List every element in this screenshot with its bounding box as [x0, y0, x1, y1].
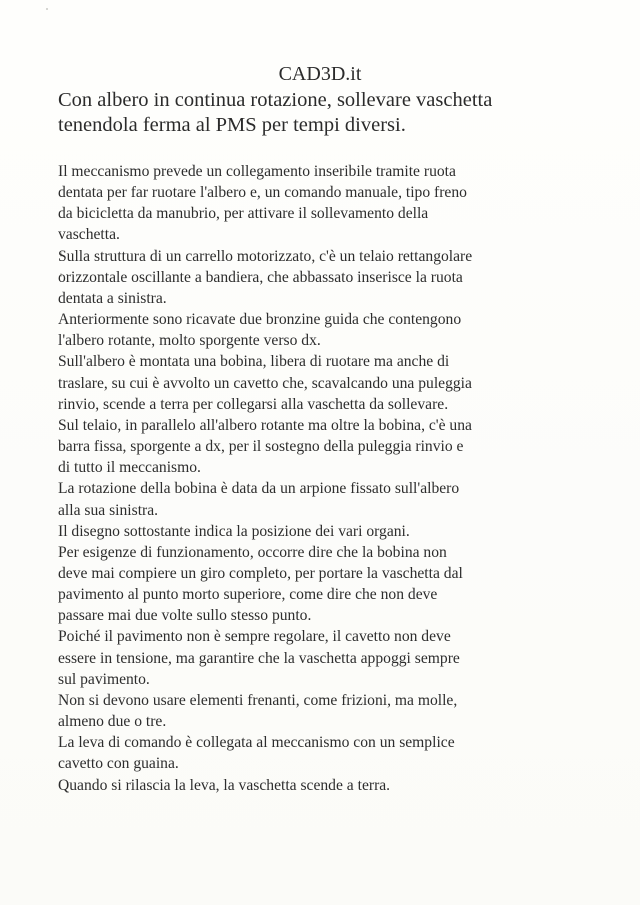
body-line: rinvio, scende a terra per collegarsi alla vaschetta da sollevare. — [58, 395, 449, 413]
body-line: passare mai due volte sullo stesso punto. — [58, 607, 312, 625]
body-line: vaschetta. — [58, 226, 120, 244]
body-line: Il meccanismo prevede un collegamento inseribile tramite ruota — [58, 163, 456, 180]
body-line: traslare, su cui è avvolto un cavetto che, scavalcando una puleggia — [58, 374, 472, 392]
body-line: barra fissa, sporgente a dx, per il sostegno della puleggia rinvio e — [58, 438, 464, 456]
body-line: sul pavimento. — [58, 670, 150, 688]
document-heading — [58, 88, 618, 138]
body-line: Sulla struttura di un carrello motorizzato, c'è un telaio rettangolare — [58, 247, 473, 265]
body-line: Per esigenze di funzionamento, occorre dire che la bobina non — [58, 543, 447, 561]
body-line: Sul telaio, in parallelo all'albero rotante ma oltre la bobina, c'è una — [58, 416, 472, 434]
body-line: almeno due o tre. — [58, 713, 167, 731]
heading-line: Con albero in continua rotazione, sollevare vaschetta — [58, 89, 493, 111]
body-line: da bicicletta da manubrio, per attivare il sollevamento della — [58, 205, 429, 223]
body-line: essere in tensione, ma garantire che la vaschetta appoggi sempre — [58, 649, 460, 667]
body-line: l'albero rotante, molto sporgente verso dx. — [58, 332, 321, 350]
body-line: Sull'albero è montata una bobina, libera di ruotare ma anche di — [58, 353, 450, 371]
body-line: Il disegno sottostante indica la posizione dei vari organi. — [58, 522, 410, 540]
body-line: La leva di comando è collegata al meccanismo con un semplice — [58, 734, 455, 752]
site-title: CAD3D.it — [278, 63, 362, 85]
body-line: alla sua sinistra. — [58, 501, 159, 519]
body-line: Quando si rilascia la leva, la vaschetta scende a terra. — [58, 776, 391, 794]
document-body — [58, 161, 628, 796]
body-line: deve mai compiere un giro completo, per portare la vaschetta dal — [58, 564, 463, 582]
body-line: La rotazione della bobina è data da un arpione fissato sull'albero — [58, 480, 460, 498]
body-line: dentata a sinistra. — [58, 289, 167, 307]
body-line: pavimento al punto morto superiore, come dire che non deve — [58, 586, 438, 604]
scan-speck — [46, 8, 48, 10]
body-line: di tutto il meccanismo. — [58, 459, 201, 477]
body-line: orizzontale oscillante a bandiera, che abbassato inserisce la ruota — [58, 268, 463, 286]
body-line: Non si devono usare elementi frenanti, come frizioni, ma molle, — [58, 691, 458, 709]
body-line: cavetto con guaina. — [58, 755, 179, 773]
body-line: dentata per far ruotare l'albero e, un comando manuale, tipo freno — [58, 184, 467, 202]
body-line: Anteriormente sono ricavate due bronzine guida che contengono — [58, 311, 462, 329]
body-line: Poiché il pavimento non è sempre regolare, il cavetto non deve — [58, 628, 451, 646]
heading-line: tenendola ferma al PMS per tempi diversi. — [58, 114, 406, 136]
